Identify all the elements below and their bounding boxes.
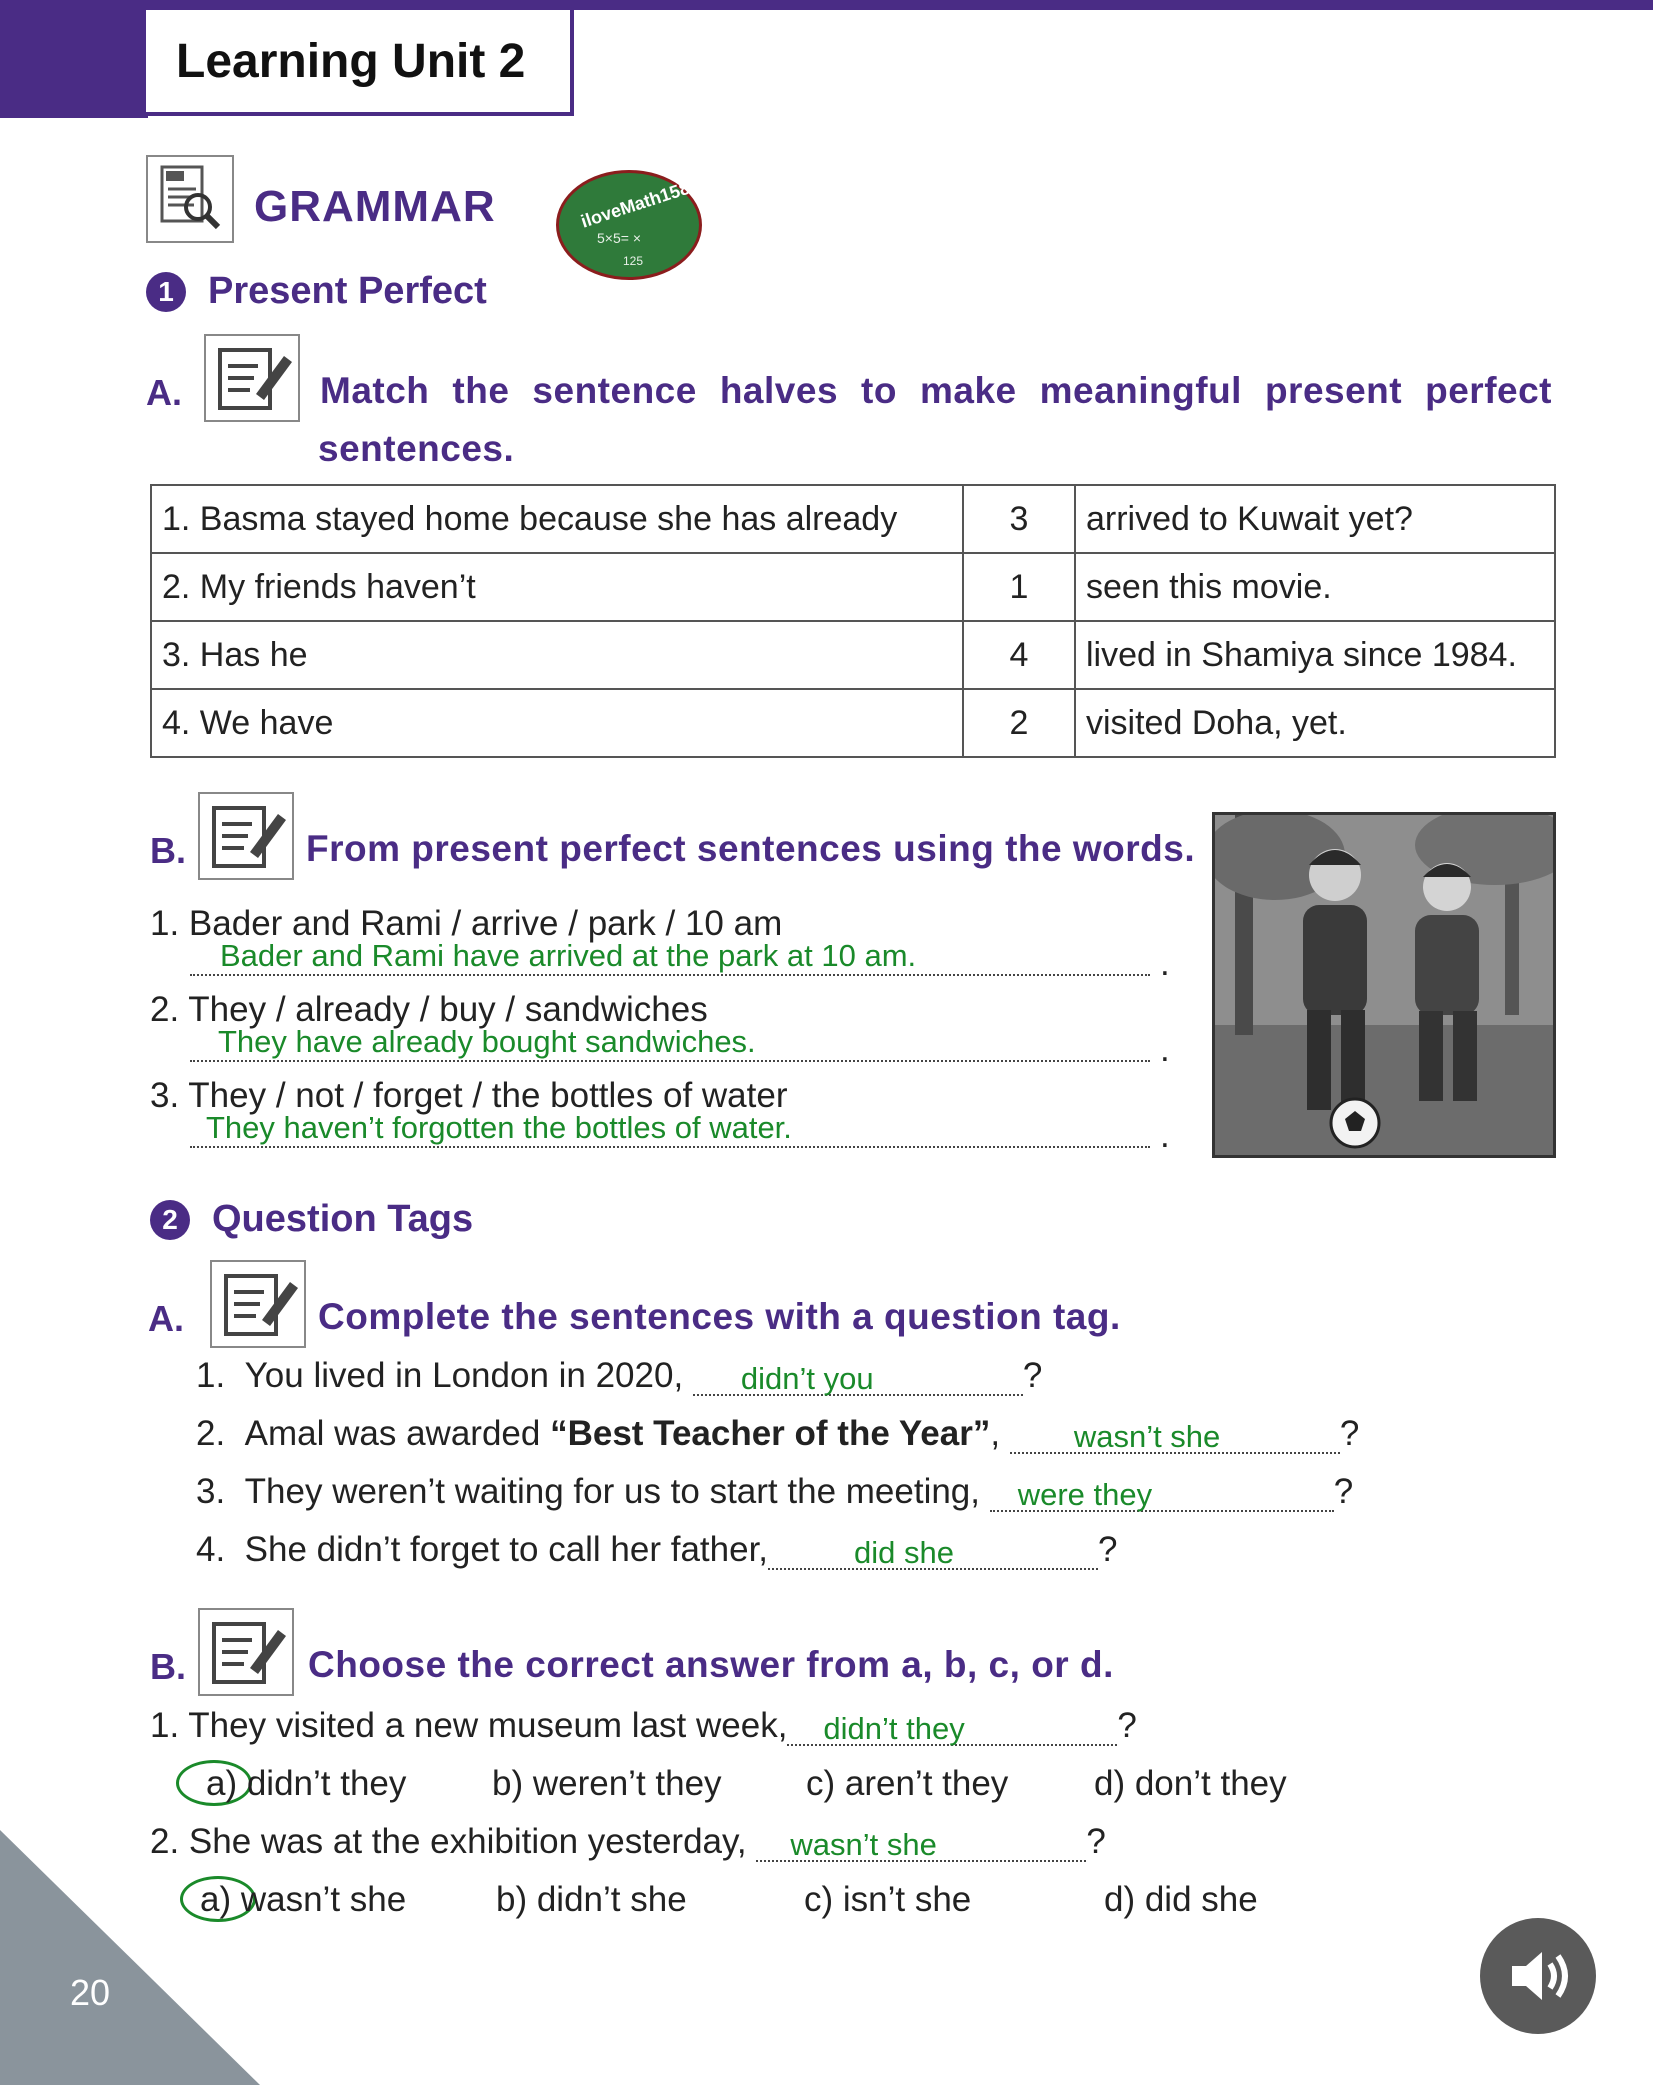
pencil-worksheet-icon (198, 792, 294, 880)
logo-text: iloveMath158 (578, 177, 693, 232)
boys-playing-football-photo (1212, 812, 1556, 1158)
answer-line-3[interactable] (190, 1110, 1150, 1148)
ilovemath-logo (556, 170, 702, 280)
section-number-1: 1 (146, 272, 186, 312)
page-number: 20 (70, 1972, 111, 2013)
pencil-worksheet-icon (198, 1608, 294, 1696)
section-title-question-tags: Question Tags (212, 1198, 474, 1240)
prompt-1: 1. Bader and Rami / arrive / park / 10 am (150, 904, 783, 943)
table-cell-right: arrived to Kuwait yet? (1075, 485, 1555, 553)
tag-answer-line[interactable]: were they (990, 1474, 1334, 1512)
matching-table (150, 484, 1556, 758)
section-number-2: 2 (150, 1200, 190, 1240)
pencil-worksheet-icon (210, 1260, 306, 1348)
part-b-letter: B. (150, 830, 186, 871)
answer-text-2: They have already bought sandwiches. (218, 1024, 756, 1059)
table-cell-right: lived in Shamiya since 1984. (1075, 621, 1555, 689)
mcq-answer-line[interactable]: didn’t they (787, 1708, 1117, 1746)
part-b-instruction: Choose the correct answer from a, b, c, or d. (308, 1644, 1114, 1685)
prompt-2: 2. They / already / buy / sandwiches (150, 990, 708, 1029)
option-a[interactable]: a) wasn’t she (200, 1880, 407, 1919)
option-b[interactable]: b) weren’t they (492, 1764, 722, 1803)
tag-item-1: 1. You lived in London in 2020, didn’t you ? (196, 1356, 1043, 1396)
unit-title: Learning Unit 2 (176, 35, 526, 88)
answer-text-1: Bader and Rami have arrived at the park at 10 am. (220, 938, 917, 973)
table-cell-left: 2. My friends haven’t (151, 553, 963, 621)
pencil-worksheet-icon (204, 334, 300, 422)
speaker-icon[interactable] (1480, 1918, 1596, 2034)
table-row (151, 553, 1555, 621)
tag-answer-line[interactable]: didn’t you (693, 1358, 1023, 1396)
part-b-instruction: From present perfect sentences using the words. (306, 828, 1196, 869)
part-a-instruction: Complete the sentences with a question tag. (318, 1296, 1121, 1337)
table-cell-answer[interactable]: 3 (963, 485, 1075, 553)
part-a-letter: A. (148, 1298, 184, 1339)
grammar-icon (146, 155, 234, 243)
header-left-block (0, 0, 148, 118)
part-a-instruction-line1: Match the sentence halves to make meaningful present perfect (320, 370, 1552, 411)
tag-answer-line[interactable]: did she (768, 1532, 1098, 1570)
table-cell-answer[interactable]: 2 (963, 689, 1075, 757)
table-row (151, 689, 1555, 757)
grammar-title: GRAMMAR (254, 182, 496, 231)
tag-item-4: 4. She didn’t forget to call her father, did she ? (196, 1530, 1118, 1570)
section-title-present-perfect: Present Perfect (208, 270, 487, 312)
option-d[interactable]: d) don’t they (1094, 1764, 1287, 1803)
option-c[interactable]: c) isn’t she (804, 1880, 972, 1919)
option-a[interactable]: a) didn’t they (206, 1764, 407, 1803)
table-cell-left: 1. Basma stayed home because she has already (151, 485, 963, 553)
part-a-letter: A. (146, 372, 182, 413)
part-a-instruction-line2: sentences. (318, 428, 515, 469)
part-b-letter: B. (150, 1646, 186, 1687)
table-cell-right: visited Doha, yet. (1075, 689, 1555, 757)
tag-item-3: 3. They weren’t waiting for us to start the meeting, were they ? (196, 1472, 1354, 1512)
table-cell-answer[interactable]: 4 (963, 621, 1075, 689)
option-b[interactable]: b) didn’t she (496, 1880, 687, 1919)
mcq-answer-line[interactable]: wasn’t she (756, 1824, 1086, 1862)
page-corner (0, 1830, 260, 2085)
table-row (151, 485, 1555, 553)
answer-text-3: They haven’t forgotten the bottles of water. (206, 1110, 792, 1145)
option-c[interactable]: c) aren’t they (806, 1764, 1009, 1803)
svg-text:5×5= ×: 5×5= × (597, 230, 641, 246)
header-stripe (0, 0, 1653, 10)
answer-line-1[interactable] (190, 938, 1150, 976)
mcq-item-1: 1. They visited a new museum last week, didn’t they ? (150, 1706, 1137, 1746)
prompt-3: 3. They / not / forget / the bottles of water (150, 1076, 788, 1115)
table-cell-answer[interactable]: 1 (963, 553, 1075, 621)
table-cell-right: seen this movie. (1075, 553, 1555, 621)
tag-answer-line[interactable]: wasn’t she (1010, 1416, 1340, 1454)
svg-text:125: 125 (623, 254, 644, 268)
table-cell-left: 3. Has he (151, 621, 963, 689)
table-cell-left: 4. We have (151, 689, 963, 757)
tag-item-2: 2. Amal was awarded “Best Teacher of the Year”, wasn’t she ? (196, 1414, 1360, 1454)
mcq-item-2: 2. She was at the exhibition yesterday, wasn’t she ? (150, 1822, 1106, 1862)
table-row (151, 621, 1555, 689)
option-d[interactable]: d) did she (1104, 1880, 1258, 1919)
answer-line-2[interactable] (190, 1024, 1150, 1062)
